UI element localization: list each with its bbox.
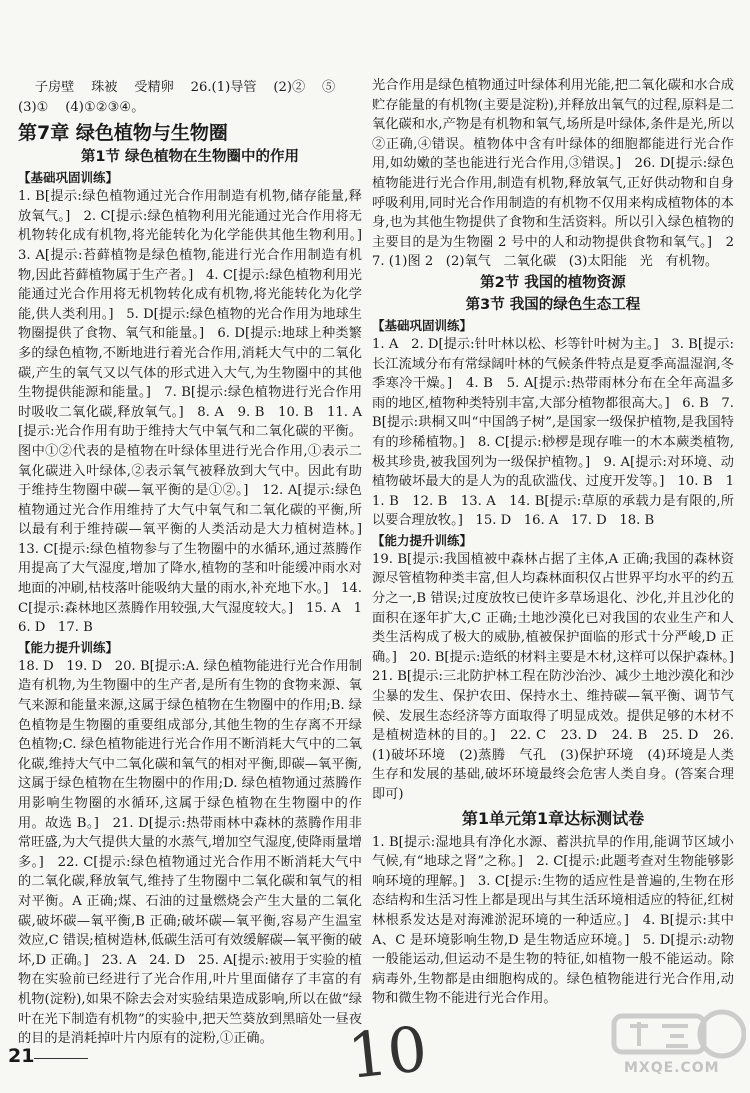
left-column bbox=[18, 78, 375, 1049]
answer-continuation-line-1: 子房壁 珠被 受精卵 26.(1)导管 (2)② ⑤ bbox=[18, 80, 336, 95]
watermark-logo-icon bbox=[610, 1008, 746, 1064]
basic-training-answers: 1. B[提示:绿色植物通过光合作用制造有机物,储存能量,释放氧气。] 2. C[提示:绿色植物利用光能通过光合作用将无机物转化成有机物,将光能转化为化学能供其他生物利用。] 3. A[提示:苔藓植物是绿色植物,能进行光合作用制造有机物,因此苔藓植物属于生产者。] 4. C[提示:绿色植物利用光能通过光合作用将无机物转化成有机物,将光能转化为化学能,供人类利用。] 5. D[提示:绿色植物的光合作用为地球生物圈提供了食物、氧气和能量。] 6. D[提示:地球上种类繁多的绿色植物,不断地进行着光合作用,消耗大气中的二氧化碳,产生的氧气又以气体的形式进入大气,为生物圈中的其他生物提供能源和能量。] 7. B[提示:绿色植物进行光合作用时吸收二氧化碳,释放氧气。] 8. A 9. B 10. B 11. A[提示:光合作用有助于维持大气中氧气和二氧化碳的平衡。图中①②代表的是植物在叶绿体里进行光合作用,①表示二氧化碳进入叶绿体,②表示氧气被释放到大气中。因此有助于维持生物圈中碳—氧平衡的是①②。] 12. A[提示:绿色植物通过光合作用维持了大气中氧气和二氧化碳的平衡,所以最有利于维持碳—氧平衡的人类活动是大力植树造林。] 13. C[提示:绿色植物参与了生物圈中的水循环,通过蒸腾作用提高了大气湿度,增加了降水,植物的茎和叶能缓冲雨水对地面的冲刷,枯枝落叶能吸纳大量的雨水,补充地下水。] 14. C[提示:森林地区蒸腾作用较强,大气湿度较大。] 15. A 16. D 17. B bbox=[18, 189, 375, 636]
unit-test-answers: 1. B[提示:湿地具有净化水源、蓄洪抗旱的作用,能调节区域小气候,有“地球之肾”之称。] 2. C[提示:此题考查对生物能够影响环境的理解。] 3. C[提示:生物的适应性是普遍的,生物在形态结构和生活习性上都是现出与其生活环境相适应的特征,红树林根系发达是对海滩淤泥环境的一种适应。] 4. B[提示:其中 A、C 是环境影响生物,D 是生物适应环境。] 5. D[提示:动物一般能运动,但运动不是生物的特征,如植物一般不能运动。除病毒外,生物都是由细胞构成的。绿色植物能进行光合作用,动物和微生物不能进行光合作用。 bbox=[372, 834, 739, 1007]
ability-training-answers: 18. D 19. D 20. B[提示:A. 绿色植物能进行光合作用制造有机物,为生物圈中的生产者,是所有生物的食物来源、氧气来源和能量来源,这属于绿色植物在生物圈中的作用;B. 绿色植物是生物圈的重要组成部分,其他生物的生存离不开绿色植物;C. 绿色植物能进行光合作用不断消耗大气中的二氧化碳,维持大气中二氧化碳和氧气的相对平衡,即碳—氧平衡,这属于绿色植物在生物圈中的作用;D. 绿色植物通过蒸腾作用影响生物圈的水循环,这属于绿色植物在生物圈中的作用。故选 B。] 21. D[提示:热带雨林中森林的蒸腾作用非常旺盛,为大气提供大量的水蒸气,增加空气湿度,使降雨量增多。] 22. C[提示:绿色植物通过光合作用不断消耗大气中的二氧化碳,释放氧气,维持了生物圈中二氧化碳和氧气的相对平衡。A 正确;煤、石油的过量燃烧会产生大量的二氧化碳,破坏碳—氧平衡,B 正确;破坏碳—氧平衡,容易产生温室效应,C 错误;植树造林,低碳生活可有效缓解碳—氧平衡的破坏,D 正确。] 23. A 24. D 25. A[提示:被用于实验的植物在实验前已经进行了光合作用,叶片里面储存了丰富的有机物(淀粉),如果不除去会对实验结果造成影响,所以在做“绿叶在光下制造有机物”的实验中,把天竺葵放到黑暗处一昼夜的目的是消耗掉叶片内原有的淀粉,①正确。 bbox=[18, 658, 362, 1047]
watermark-text: MXQE.COM bbox=[624, 1060, 720, 1076]
section-title-3: 第3节 我国的绿色生态工程 bbox=[465, 296, 641, 313]
answer-continuation-line-2: (3)① (4)①②③④。 bbox=[18, 99, 145, 115]
chapter-title: 第7章 绿色植物与生物圈 bbox=[18, 122, 228, 145]
unit-test-title: 第1单元第1章达标测试卷 bbox=[461, 808, 645, 828]
right-column bbox=[372, 76, 747, 1009]
footer-rule bbox=[34, 1058, 88, 1059]
section-title-2: 第2节 我国的植物资源 bbox=[480, 274, 626, 291]
ability-training-answers-2: 19. B[提示:我国植被中森林占据了主体,A 正确;我国的森林资源尽管植物种类丰富,但人均森林面积仅占世界平均水平的约五分之一,B 错误;过度放牧已使许多草场退化、沙化,并且沙化的面积在逐年扩大,C 正确;土地沙漠化已对我国的农业生产和人类生活构成了极大的威胁,植被保护面临的形式十分严峻,D 正确。] 20. B[提示:造纸的材料主要是木材,这样可以保护森林。] 21. B[提示:三北防护林工程在防沙治沙、减少土地沙漠化和沙尘暴的发生、保护农田、保持水土、维持碳—氧平衡、调节气候、发展生态经济等方面取得了明显成效。提供足够的木材不是植树造林的目的。] 22. C 23. D 24. B 25. D 26. (1)破坏环境 (2)蒸腾 气孔 (3)保护环境 (4)环境是人类生存和发展的基础,破坏环境最终会危害人类自身。(答案合理即可) bbox=[372, 551, 747, 802]
ability-training-header-2: 【能力提升训练】 bbox=[372, 532, 473, 548]
basic-training-header-2: 【基础巩固训练】 bbox=[372, 317, 473, 333]
basic-training-header: 【基础巩固训练】 bbox=[18, 170, 119, 186]
watermark-logo bbox=[610, 1008, 746, 1086]
section-title-1: 第1节 绿色植物在生物圈中的作用 bbox=[80, 149, 300, 166]
handwritten-mark: 10 bbox=[344, 1012, 431, 1093]
ability-training-header: 【能力提升训练】 bbox=[18, 639, 119, 655]
answer-continuation: 光合作用是绿色植物通过叶绿体利用光能,把二氧化碳和水合成贮存能量的有机物(主要是淀粉),并释放出氧气的过程,原料是二氧化碳和水,产物是有机物和氧气,场所是叶绿体,条件是光,所以②正确,④错误。植物体中含有叶绿体的细胞都能进行光合作用,如幼嫩的茎也能进行光合作用,③错误。] 26. D[提示:绿色植物能进行光合作用,制造有机物,释放氧气,正好供动物和自身呼吸利用,同时光合作用制造的有机物不仅用来构成植物体的本身,也为其他生物提供了食物和生活资料。所以引入绿色植物的主要目的是为生物圈 2 号中的人和动物提供食物和氧气。] 27. (1)图 2 (2)氧气 二氧化碳 (3)太阳能 光 有机物。 bbox=[372, 78, 734, 270]
page-number: 21 bbox=[8, 1045, 35, 1067]
basic-training-answers-2: 1. A 2. D[提示:针叶林以松、杉等针叶树为主。] 3. B[提示:长江流域分布有常绿阔叶林的气候条件特点是夏季高温湿润,冬季寒冷干燥。] 4. B 5. A[提示:热带雨林分布在全年高温多雨的地区,植物种类特别丰富,大部分植物都很高大。] 6. B 7. B[提示:珙桐又叫“中国鸽子树”,是国家一级保护植物,是我国特有的珍稀植物。] 8. C[提示:桫椤是现存唯一的木本蕨类植物,极其珍贵,被我国列为一级保护植物。] 9. A[提示:对环境、动植物破坏最大的是人为的乱砍滥伐、过度开发等。] 10. B 11. B 12. B 13. A 14. B[提示:草原的承载力是有限的,所以要合理放牧。] 15. D 16. A 17. D 18. B bbox=[372, 336, 739, 529]
